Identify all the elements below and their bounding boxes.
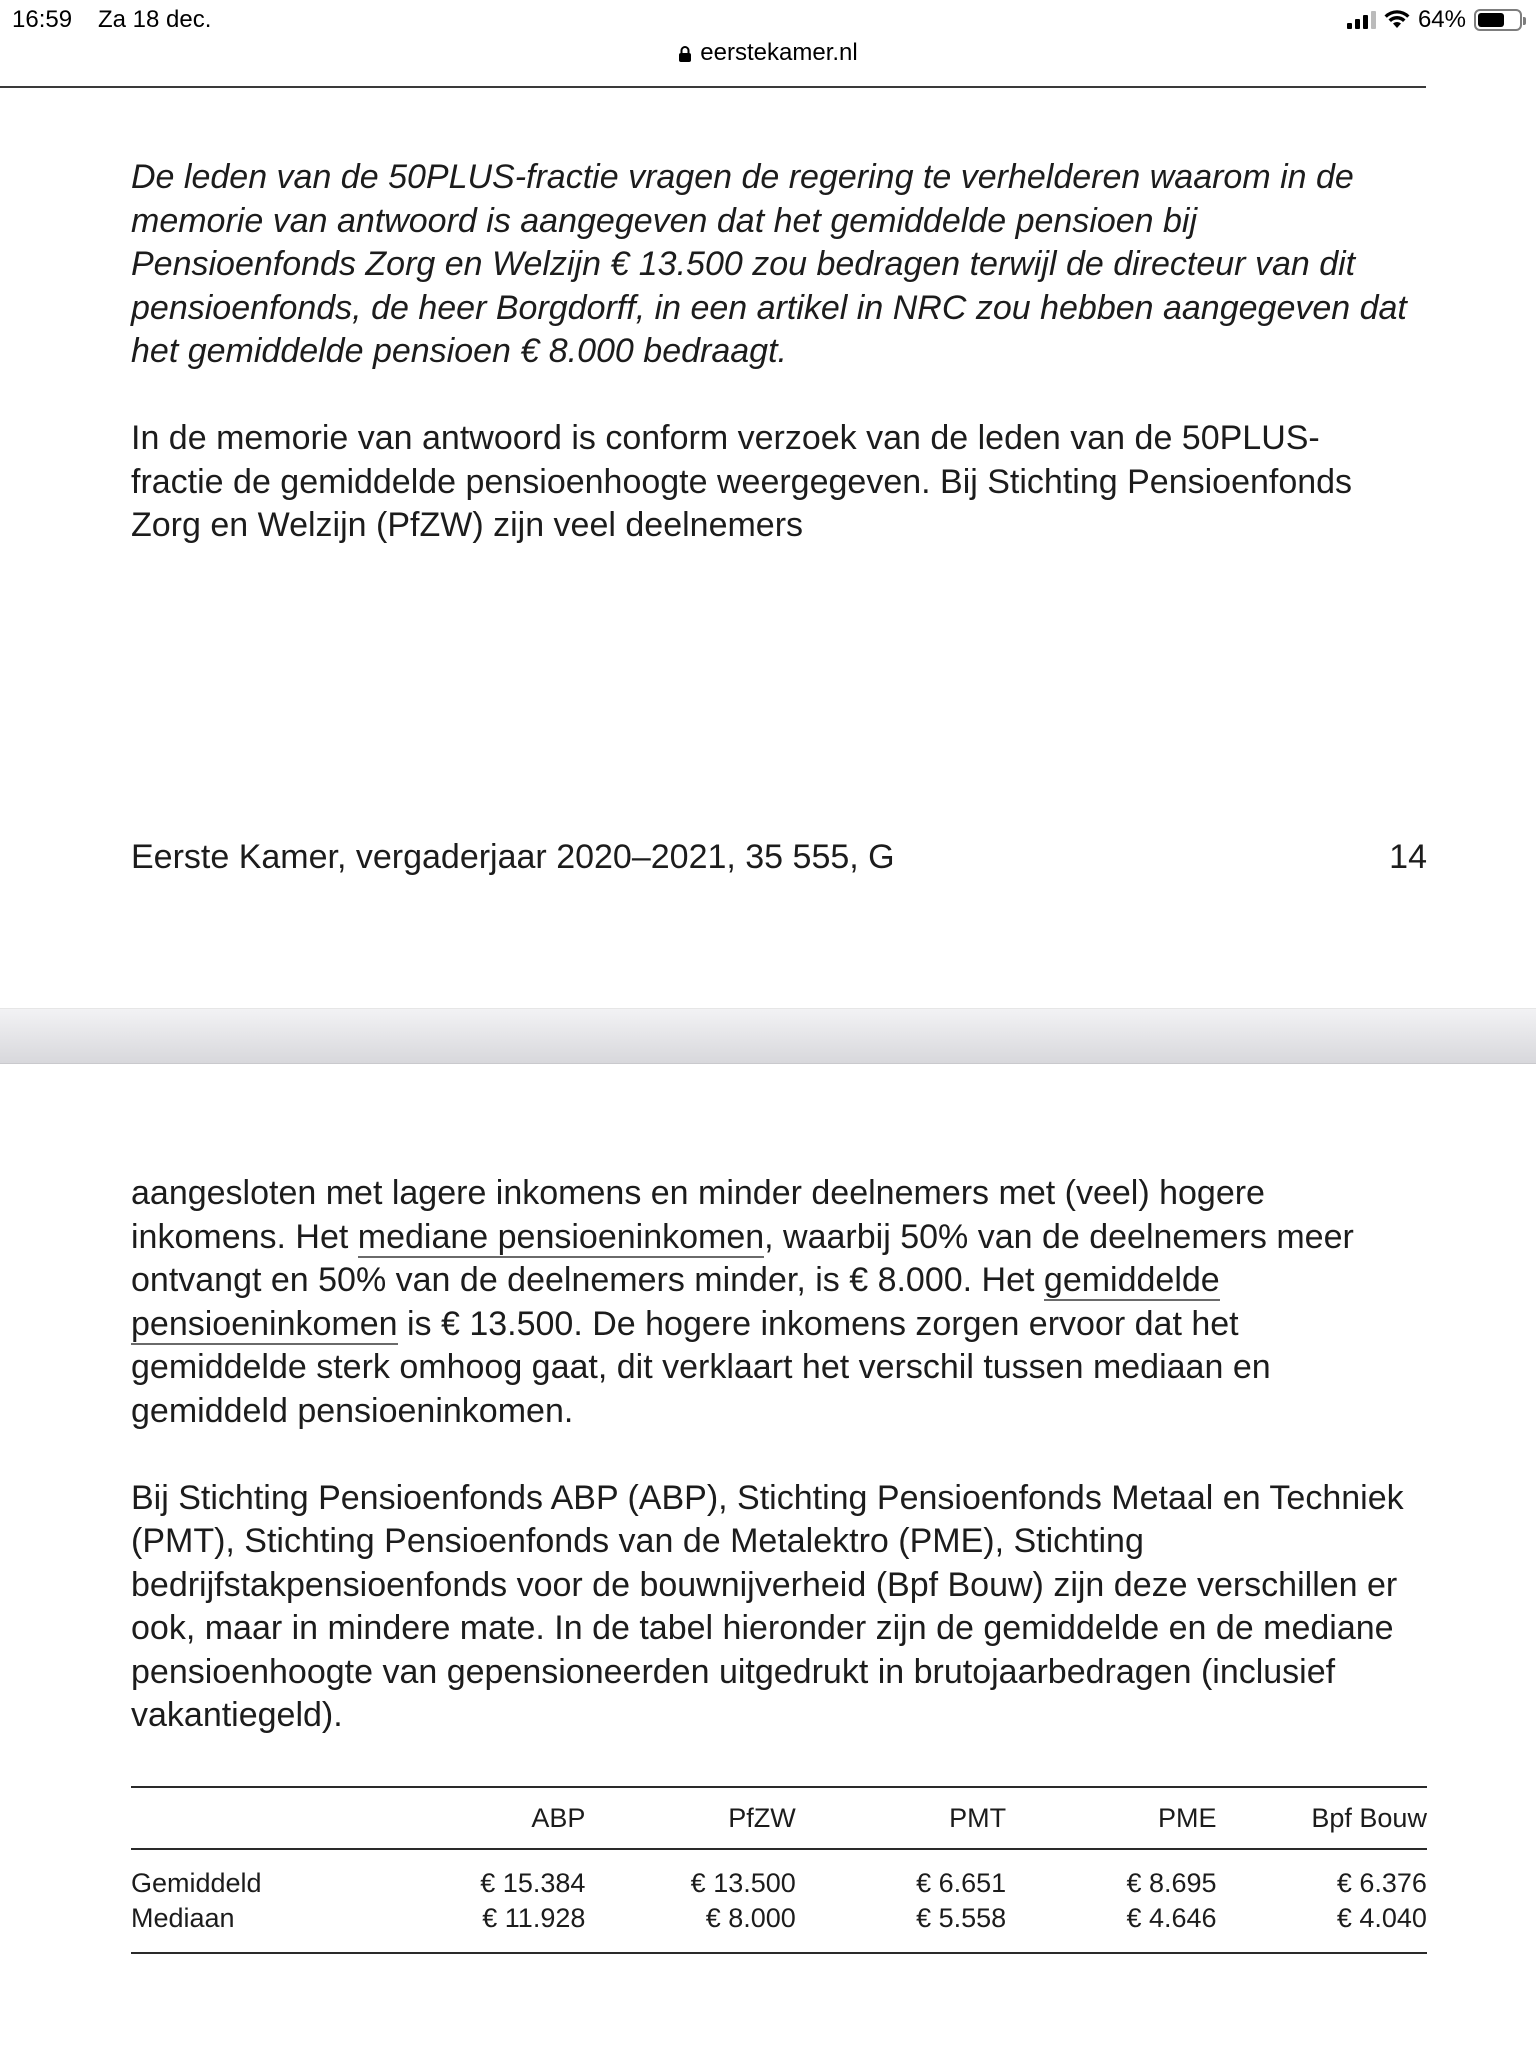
row-label: Gemiddeld: [131, 1868, 262, 1898]
answer-paragraph-start: In de memorie van antwoord is conform verzoek van de leden van de 50PLUS-fractie de gemiddelde pensioenhoogte weergegeven. Bij Stichting Pensioenfonds Zorg en Welzijn (PfZW) zijn veel deelnemers: [131, 419, 1353, 544]
status-date: Za 18 dec.: [98, 6, 212, 33]
table-header-cell: PME: [1158, 1802, 1217, 1833]
status-time: 16:59: [12, 6, 73, 33]
table-row: [131, 1901, 1427, 1936]
wifi-icon: [1384, 10, 1410, 30]
table-cell: € 8.695: [1126, 1868, 1217, 1898]
document-top-rule: [0, 86, 1426, 88]
page-footer: [131, 838, 1427, 877]
table-header-cell: PMT: [949, 1802, 1007, 1833]
battery-level: [1478, 13, 1504, 27]
question-paragraph: De leden van de 50PLUS-fractie vragen de regering te verhelderen waarom in de memorie van antwoord is aangegeven dat het gemiddelde pensioen bij Pensioenfonds Zorg en Welzijn € 13.500 zou bedragen terwijl de directeur van dit pensioenfonds, de heer Borgdorff, in een artikel in NRC zou hebben aangegeven dat het gemiddelde pensioen € 8.000 bedraagt.: [131, 158, 1407, 370]
answer-text-part3: is € 13.500. De hogere inkomens zorgen ervoor dat het gemiddelde sterk omhoog gaat, dit verklaart het verschil tussen mediaan en gemiddeld pensioeninkomen.: [131, 1304, 1271, 1430]
status-bar: [0, 0, 1536, 40]
footer-reference: Eerste Kamer, vergaderjaar 2020–2021, 35 555, G: [131, 838, 895, 876]
table-cell: € 4.646: [1126, 1903, 1217, 1933]
table-header-cell: ABP: [531, 1802, 586, 1833]
battery-icon: [1474, 9, 1522, 31]
table-cell: € 15.384: [480, 1868, 586, 1898]
battery-percent: 64%: [1417, 6, 1466, 33]
mediane-pensioeninkomen-link[interactable]: mediane pensioeninkomen: [357, 1217, 765, 1256]
table-cell: € 5.558: [916, 1903, 1007, 1933]
table-header-row: [131, 1788, 1427, 1850]
cellular-signal-icon: [1347, 11, 1376, 29]
table-cell: € 6.376: [1336, 1868, 1427, 1898]
table-cell: € 13.500: [690, 1868, 796, 1898]
table-body: [131, 1850, 1427, 1952]
table-cell: € 4.040: [1336, 1903, 1427, 1933]
table-row: [131, 1866, 1427, 1901]
url-text: eerstekamer.nl: [700, 39, 858, 66]
table-cell: € 11.928: [482, 1903, 586, 1933]
answer-text-part1: aangesloten met lagere inkomens en minder deelnemers met (veel) hogere inkomens. Het: [131, 1174, 1265, 1256]
footer-page-number: 14: [1389, 838, 1427, 876]
pension-table: [131, 1786, 1427, 1954]
page-14-body: [131, 156, 1431, 548]
table-cell: € 6.651: [916, 1868, 1007, 1898]
page-separator: [0, 1008, 1536, 1064]
page-15-body: [131, 1172, 1421, 1738]
row-label: Mediaan: [131, 1903, 235, 1933]
table-cell: € 8.000: [705, 1903, 796, 1933]
status-indicators: [1347, 6, 1522, 34]
lock-icon: [678, 45, 692, 63]
table-header-cell: Bpf Bouw: [1311, 1802, 1427, 1833]
table-header-cell: PfZW: [728, 1802, 796, 1833]
answer-paragraph-continued: [131, 1172, 1421, 1433]
address-bar[interactable]: [0, 36, 1536, 70]
funds-paragraph: Bij Stichting Pensioenfonds ABP (ABP), Stichting Pensioenfonds Metaal en Techniek (PMT), Stichting Pensioenfonds van de Metalektro (PME), Stichting bedrijfstakpensioenfonds voor de bouwnijverheid (Bpf Bouw) zijn deze verschillen er ook, maar in mindere mate. In de tabel hieronder zijn de gemiddelde en de mediane pensioenhoogte van gepensioneerden uitgedrukt in brutojaarbedragen (inclusief vakantiegeld).: [131, 1478, 1404, 1734]
answer-text-part2: , waarbij 50% van de deelnemers meer ontvangt en 50% van de deelnemers minder, is € 8.000. Het: [131, 1217, 1354, 1299]
gemiddelde-pensioeninkomen-link[interactable]: gemiddelde pensioeninkomen: [131, 1261, 1220, 1343]
